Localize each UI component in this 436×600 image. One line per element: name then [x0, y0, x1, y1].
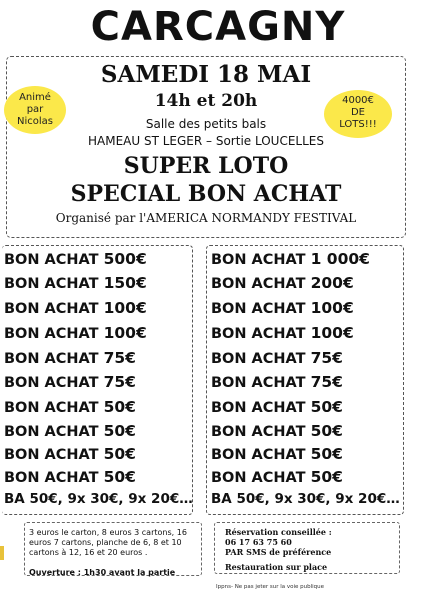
- event-name: SUPER LOTO: [123, 153, 289, 179]
- event-venue: Salle des petits bals: [145, 117, 267, 131]
- corner-logo-fragment: [0, 546, 4, 560]
- prize-row: BON ACHAT 200€: [211, 274, 354, 292]
- prize-row: BON ACHAT 50€: [211, 445, 343, 463]
- prize-row-misc: BA 50€, 9x 30€, 9x 20€…: [4, 491, 193, 507]
- prize-list-left: [2, 245, 193, 515]
- prize-row: BON ACHAT 150€: [4, 274, 147, 292]
- reservation-sms: PAR SMS de préférence: [225, 547, 332, 557]
- prize-bubble-line: LOTS!!!: [339, 119, 377, 130]
- prize-row: BON ACHAT 500€: [4, 250, 147, 268]
- prize-row: BON ACHAT 50€: [211, 398, 343, 416]
- event-hours: 14h et 20h: [154, 91, 258, 111]
- prize-bubble-line: DE: [350, 107, 366, 118]
- host-bubble: [4, 86, 66, 134]
- host-bubble-line: Nicolas: [17, 116, 53, 127]
- prize-row: BON ACHAT 100€: [4, 324, 147, 342]
- prize-row: BON ACHAT 75€: [4, 349, 136, 367]
- event-organizer: Organisé par l'AMERICA NORMANDY FESTIVAL: [55, 211, 357, 225]
- prize-row: BON ACHAT 75€: [4, 373, 136, 391]
- prize-list-right: [206, 245, 404, 515]
- prize-total-bubble: [324, 90, 392, 138]
- prize-row: BON ACHAT 50€: [4, 422, 136, 440]
- card-prices: 3 euros le carton, 8 euros 3 cartons, 16 euros 7 cartons, planche de 6, 8 et 10 cartons à 12, 16 et 20 euros .: [29, 528, 187, 557]
- reservation-phone: 06 17 63 75 60: [225, 537, 292, 547]
- poster-town-title: CARCAGNY: [90, 4, 346, 50]
- prize-row: BON ACHAT 100€: [211, 299, 354, 317]
- event-date: SAMEDI 18 MAI: [100, 61, 312, 88]
- pricing-box: [24, 522, 202, 576]
- prize-row: BON ACHAT 100€: [4, 299, 147, 317]
- event-address: HAMEAU ST LEGER – Sortie LOUCELLES: [88, 134, 324, 148]
- prize-row: BON ACHAT 50€: [4, 398, 136, 416]
- prize-row: BON ACHAT 1 000€: [211, 250, 370, 268]
- reservation-box: [214, 522, 400, 574]
- catering-note: Restauration sur place: [225, 562, 328, 572]
- prize-row: BON ACHAT 50€: [211, 468, 343, 486]
- prize-row-misc: BA 50€, 9x 30€, 9x 20€…: [211, 491, 400, 507]
- event-subtitle: SPECIAL BON ACHAT: [70, 181, 342, 207]
- host-bubble-line: par: [26, 104, 44, 115]
- prize-row: BON ACHAT 50€: [211, 422, 343, 440]
- prize-row: BON ACHAT 50€: [4, 468, 136, 486]
- event-header-box: [6, 56, 406, 238]
- prize-row: BON ACHAT 50€: [4, 445, 136, 463]
- prize-row: BON ACHAT 75€: [211, 349, 343, 367]
- prize-row: BON ACHAT 75€: [211, 373, 343, 391]
- prize-row: BON ACHAT 100€: [211, 324, 354, 342]
- host-bubble-line: Animé: [19, 92, 51, 103]
- prize-bubble-line: 4000€: [342, 95, 374, 106]
- reservation-title: Réservation conseillée :: [225, 527, 332, 537]
- opening-time: Ouverture : 1h30 avant la partie: [29, 568, 176, 577]
- print-notice: Ippns- Ne pas jeter sur la voie publique: [216, 584, 325, 590]
